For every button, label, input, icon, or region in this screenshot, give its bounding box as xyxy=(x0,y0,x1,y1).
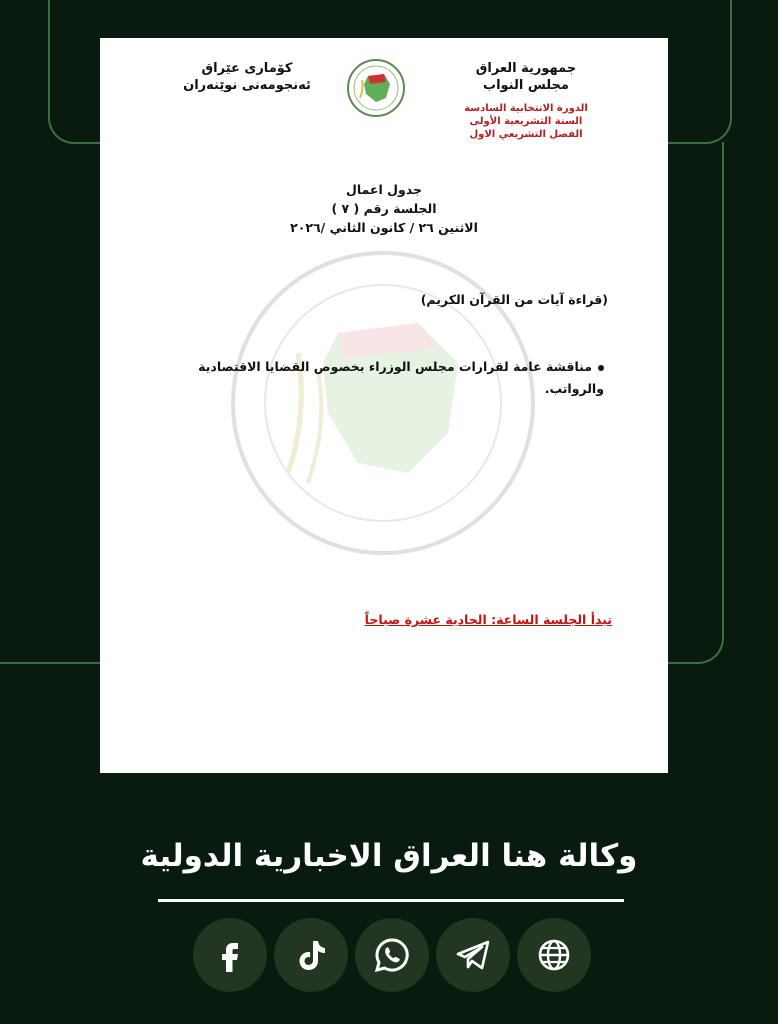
session-date: الاثنين ٢٦ / كانون الثاني /٢٠٢٦ xyxy=(290,220,478,235)
agency-brand-title: وكالة هنا العراق الاخبارية الدولية xyxy=(140,838,638,874)
agenda-item-quran: (قراءة آيات من القرآن الكريم) xyxy=(420,292,608,307)
session-number: الجلسة رقم ( ٧ ) xyxy=(331,201,437,216)
electoral-cycle: الدورة الانتخابية السادسة xyxy=(464,103,588,114)
watermark-seal-icon xyxy=(218,243,548,563)
header-left xyxy=(172,60,322,94)
facebook-icon xyxy=(210,935,250,975)
council-name-kurdish: ئەنجومەنی نوێنەران xyxy=(183,78,311,93)
republic-name-kurdish: كۆماری عێراق xyxy=(201,61,293,76)
social-links xyxy=(193,918,591,992)
agenda-heading xyxy=(100,180,668,237)
parliament-seal-icon xyxy=(346,58,406,118)
globe-icon xyxy=(533,934,575,976)
republic-name: جمهورية العراق xyxy=(475,61,577,76)
telegram-icon xyxy=(452,934,494,976)
legislative-year: السنة التشريعية الأولى xyxy=(469,116,583,127)
facebook-button[interactable] xyxy=(193,918,267,992)
agenda-title: جدول اعمال xyxy=(346,182,422,197)
website-button[interactable] xyxy=(517,918,591,992)
legislative-term: الفصل التشريعي الاول xyxy=(469,129,583,140)
whatsapp-button[interactable] xyxy=(355,918,429,992)
agenda-item-discussion xyxy=(164,356,604,400)
agenda-item-discussion-text: مناقشة عامة لقرارات مجلس الوزراء بخصوص القضايا الاقتصادية والرواتب. xyxy=(198,359,604,396)
telegram-button[interactable] xyxy=(436,918,510,992)
document-page xyxy=(100,38,668,773)
session-start-time: تبدأ الجلسة الساعة: الحادية عشرة صباحاً xyxy=(364,612,612,627)
header-right xyxy=(446,60,606,141)
brand-divider xyxy=(158,899,624,902)
tiktok-icon xyxy=(291,935,331,975)
tiktok-button[interactable] xyxy=(274,918,348,992)
whatsapp-icon xyxy=(371,934,413,976)
bullet-icon xyxy=(598,365,604,371)
council-name: مجلس النواب xyxy=(483,78,569,93)
